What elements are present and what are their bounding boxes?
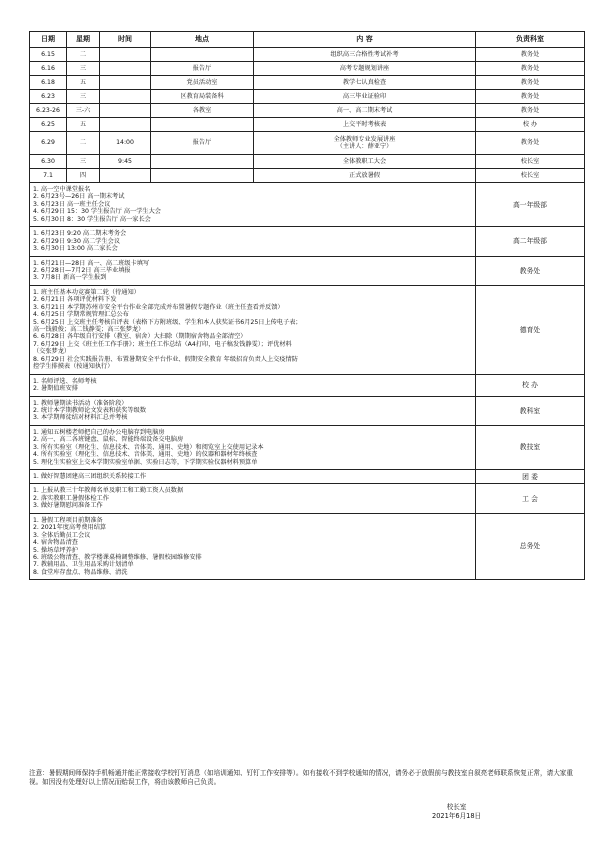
- schedule-weekday: 二: [67, 48, 100, 62]
- schedule-time: [100, 76, 151, 90]
- task-block: [30, 374, 585, 396]
- task-block: [30, 285, 585, 374]
- task-line: 6. 班级公物清查、教学楼课桌椅调整维修、暑假校园维修安排: [33, 553, 202, 561]
- schedule-row: [30, 169, 585, 183]
- task-line: 7. 教辅用品、卫生用品采购计划清单: [33, 561, 134, 569]
- task-line: 3. 本学期师徒结对材料汇总并考核: [33, 414, 128, 422]
- schedule-dept: 教务处: [476, 132, 585, 155]
- task-line: 1. 高一空中课堂报名: [33, 186, 91, 193]
- schedule-dept: 教务处: [476, 104, 585, 118]
- task-list: [30, 470, 476, 484]
- schedule-weekday: 五: [67, 76, 100, 90]
- task-line: 4. 6月25日 学期常规管理汇总公布: [33, 311, 129, 319]
- task-line: 2. 落实教职工暑假体检工作: [33, 494, 109, 502]
- schedule-time: 9:45: [100, 155, 151, 169]
- schedule-content: 组织高三合格性考试补考: [254, 48, 476, 62]
- schedule-time: [100, 62, 151, 76]
- schedule-row: [30, 48, 585, 62]
- schedule-dept: 教务处: [476, 48, 585, 62]
- schedule-weekday: 五: [67, 118, 100, 132]
- schedule-content: 教学七认真检查: [254, 76, 476, 90]
- schedule-weekday: 三: [67, 155, 100, 169]
- task-dept: 总务处: [476, 513, 585, 580]
- schedule-row: [30, 76, 585, 90]
- task-line: （交张梦龙）: [33, 348, 71, 356]
- task-dept: 校 办: [476, 374, 585, 396]
- sign-date: 2021年6月18日: [432, 812, 482, 821]
- schedule-content: 正式放暑假: [254, 169, 476, 183]
- schedule-dept: 教务处: [476, 76, 585, 90]
- schedule-place: 党员活动室: [151, 76, 254, 90]
- schedule-content: 高一、高二期末考试: [254, 104, 476, 118]
- schedule-weekday: 四: [67, 169, 100, 183]
- task-line: 2. 高一、高二各班键盘、鼠标、智能终端设备交电脑房: [33, 436, 184, 444]
- task-line: 3. 所有实验室（理化生、信息技术、音体美、通用、史地）和阅览室上交使用记录本: [33, 443, 264, 451]
- task-line: 1. 6月23日 9:20 高二期末考务会: [33, 230, 127, 238]
- task-line: 2. 暑期值班安排: [33, 385, 78, 393]
- task-list: [30, 396, 476, 425]
- schedule-content: 高考专题规划讲座: [254, 62, 476, 76]
- schedule-place: 各教室: [151, 104, 254, 118]
- task-dept: 德育处: [476, 285, 585, 374]
- task-block: [30, 470, 585, 484]
- schedule-weekday: 三: [67, 62, 100, 76]
- schedule-row: [30, 155, 585, 169]
- schedule-content: 上交平时考核表: [254, 118, 476, 132]
- schedule-dept: 校长室: [476, 169, 585, 183]
- task-line: 1. 暑假工程项目前期准备: [33, 516, 103, 524]
- task-block: [30, 425, 585, 469]
- task-line: 高一钱毅俊；高二钱静雯；高三张梦龙）: [33, 326, 145, 333]
- schedule-row: [30, 118, 585, 132]
- schedule-date: 6.23: [30, 90, 67, 104]
- signature: [432, 803, 481, 821]
- task-line: 2. 6月29日 9:30 高二学生会议: [33, 237, 121, 245]
- schedule-place: [151, 118, 254, 132]
- task-line: 2. 6月21日 各项评优材料下发: [33, 296, 117, 304]
- task-list: [30, 256, 476, 285]
- task-list: [30, 425, 476, 469]
- task-line: 4. 宿舍物品清查: [33, 539, 78, 547]
- task-line: 1. 做好智慧团建高三团组织关系转接工作: [33, 473, 147, 480]
- task-line: 8. 6月29日 社会实践报告册、布置暑期安全平台作业、假期安全教育 年级招育负责人上交疫情防: [33, 355, 298, 363]
- task-line: 3. 做好暑期慰问准备工作: [33, 502, 103, 510]
- task-line: 5. 6月30日 8：30 学生报告厅 高一家长会: [33, 215, 151, 223]
- task-line: 6. 6月28日 各年级自行安排（教室、宿舍）大扫除（期期宿舍物品全部清空）: [33, 333, 247, 341]
- task-line: 2. 统计本学期教师论文发表和获奖等级数: [33, 406, 147, 414]
- schedule-content: 高三毕业证验印: [254, 90, 476, 104]
- header-place: 地点: [151, 32, 254, 48]
- task-line: 3. 6月21日 本学期苏州市安全平台作业全部完成并布置暑假专题作业（班主任查看并反馈）: [33, 303, 284, 311]
- task-line: 1. 通知五树楼老师把自己的办公电脑存到电脑房: [33, 428, 165, 436]
- task-line: 8. 食堂库存盘点、物品维修、清洗: [33, 568, 128, 576]
- header-content: 内 容: [254, 32, 476, 48]
- header-date: 日期: [30, 32, 67, 48]
- task-line: 5. 操场草坪养护: [33, 546, 78, 554]
- task-line: 控学生排摸表（按通知执行）: [33, 363, 114, 371]
- task-line: 3. 7月8日 新高一学生报到: [33, 274, 107, 282]
- task-dept: 教科室: [476, 396, 585, 425]
- schedule-content: 全体教师专业发展讲座 （主讲人：薛亚宁）: [254, 132, 476, 155]
- schedule-table: [29, 31, 585, 580]
- task-line: 2. 6月23号—26日 高一期末考试: [33, 193, 125, 201]
- task-block: [30, 513, 585, 580]
- schedule-row: [30, 132, 585, 155]
- task-line: 4. 所有实验室（理化生、信息技术、音体美、通用、史地）的仪器和器材年终核查: [33, 451, 258, 459]
- schedule-row: [30, 104, 585, 118]
- schedule-weekday: 三: [67, 90, 100, 104]
- schedule-date: 6.30: [30, 155, 67, 169]
- schedule-date: 6.23-26: [30, 104, 67, 118]
- schedule-dept: 校长室: [476, 155, 585, 169]
- task-list: [30, 484, 476, 513]
- task-line: 1. 班主任基本功竞赛第二轮（待通知）: [33, 288, 140, 296]
- schedule-time: [100, 48, 151, 62]
- task-line: 3. 6月30日 13:00 高二家长会: [33, 245, 118, 253]
- header-row: [30, 32, 585, 48]
- schedule-date: 6.25: [30, 118, 67, 132]
- task-line: 4. 6月29日 15：30 学生报告厅 高一学生大会: [33, 208, 161, 216]
- schedule-date: 6.18: [30, 76, 67, 90]
- schedule-time: [100, 118, 151, 132]
- task-dept: 教技室: [476, 425, 585, 469]
- schedule-place: [151, 169, 254, 183]
- schedule-time: 14:00: [100, 132, 151, 155]
- task-line: 1. 上报从教三十年教师名单及职工和工勤工资人员数据: [33, 487, 184, 495]
- schedule-dept: 教务处: [476, 62, 585, 76]
- schedule-date: 7.1: [30, 169, 67, 183]
- header-dept: 负责科室: [476, 32, 585, 48]
- schedule-time: [100, 90, 151, 104]
- task-list: [30, 227, 476, 256]
- task-line: 3. 6月23日 高一班主任会议: [33, 200, 111, 208]
- header-time: 时间: [100, 32, 151, 48]
- task-list: [30, 183, 476, 227]
- schedule-place: 区教育局装备科: [151, 90, 254, 104]
- header-weekday: 星期: [67, 32, 100, 48]
- schedule-time: [100, 104, 151, 118]
- task-list: [30, 285, 476, 374]
- task-line: 1. 6月21日—28日 高一、高二班级卡填写: [33, 259, 150, 267]
- schedule-dept: 校 办: [476, 118, 585, 132]
- notes-text: 注意：暑假期间师保持手机畅通并能正常接收学校钉钉消息（如培训通知、钉钉工作安排等）。如有接收不到学校通知的情况，请务必于放假前与教技室自叙亮老师联系恢复正常，请大家重视。如因没有处理好以上情况而贻误工作，将由该教师自己负责。: [29, 769, 573, 786]
- schedule-weekday: 三-六: [67, 104, 100, 118]
- schedule-place: [151, 155, 254, 169]
- schedule-date: 6.16: [30, 62, 67, 76]
- task-line: 5. 理化生实验室上交本学期实验室单据、实验日志等，下学期实验仪器材料预算单: [33, 458, 258, 466]
- schedule-content: 全体教职工大会: [254, 155, 476, 169]
- task-line: 5. 6月25日 上交班主任考核自评表（表格下方附班级、学生和本人获奖证书6月25日上传电子表；: [33, 318, 302, 326]
- task-list: [30, 374, 476, 396]
- task-list: [30, 513, 476, 580]
- schedule-date: 6.29: [30, 132, 67, 155]
- task-dept: 教务处: [476, 256, 585, 285]
- schedule-weekday: 二: [67, 132, 100, 155]
- schedule-time: [100, 169, 151, 183]
- task-dept: 工 会: [476, 484, 585, 513]
- task-line: 7. 6月29日 上交《班主任工作手册》；班主任工作总结（A4打印，电子稿发钱静雯）；评优材料: [33, 340, 292, 348]
- schedule-place: 报告厅: [151, 62, 254, 76]
- task-block: [30, 256, 585, 285]
- task-dept: 团 委: [476, 470, 585, 484]
- schedule-place: 报告厅: [151, 132, 254, 155]
- schedule-dept: 教务处: [476, 90, 585, 104]
- task-block: [30, 484, 585, 513]
- task-block: [30, 396, 585, 425]
- sign-office: 校长室: [446, 803, 467, 811]
- task-line: 3. 全体后勤员工会议: [33, 531, 91, 539]
- schedule-place: [151, 48, 254, 62]
- task-dept: 高二年级部: [476, 227, 585, 256]
- schedule-document: [29, 31, 584, 580]
- task-line: 1. 名师评选、名师考核: [33, 377, 97, 385]
- schedule-row: [30, 90, 585, 104]
- task-block: [30, 183, 585, 227]
- task-line: 2. 2021年度高考费用结算: [33, 524, 107, 532]
- task-line: 1. 教师暑期读书活动（准备阶段）: [33, 399, 128, 407]
- task-block: [30, 227, 585, 256]
- task-line: 2. 6月28日—7月2日 高三毕业填报: [33, 266, 131, 274]
- task-dept: 高一年级部: [476, 183, 585, 227]
- schedule-date: 6.15: [30, 48, 67, 62]
- schedule-row: [30, 62, 585, 76]
